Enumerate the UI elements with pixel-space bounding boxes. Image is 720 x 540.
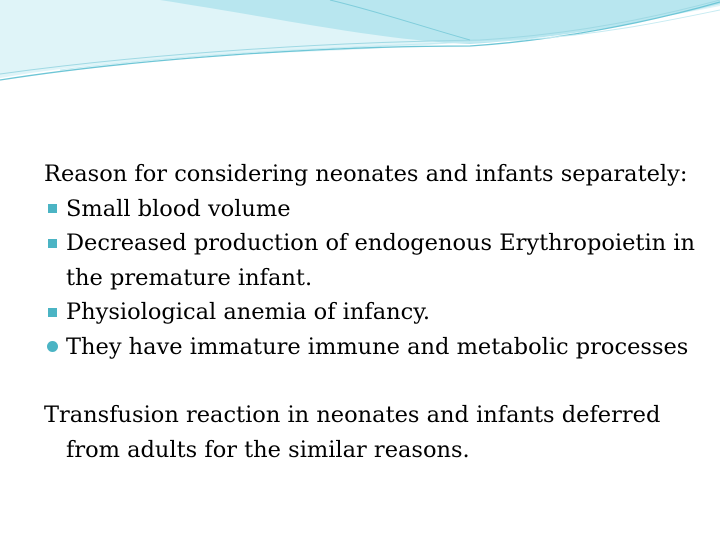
bullet-text: Decreased production of endogenous Erythropoietin in the premature infant. xyxy=(66,230,695,291)
bullet-list xyxy=(44,192,704,365)
bullet-item xyxy=(44,226,704,295)
slide-body xyxy=(44,157,704,467)
intro-text: Reason for considering neonates and infants separately: xyxy=(44,161,688,187)
bullet-item xyxy=(44,295,704,330)
square-bullet-icon xyxy=(45,295,59,330)
closing-text: Transfusion reaction in neonates and infants deferred from adults for the similar reasons. xyxy=(44,402,661,463)
bullet-item xyxy=(44,330,704,365)
bullet-text: They have immature immune and metabolic processes xyxy=(66,333,689,360)
header-wave-decoration xyxy=(0,0,720,90)
square-bullet-icon xyxy=(45,192,59,227)
bullet-item xyxy=(44,192,704,227)
square-bullet-icon xyxy=(45,226,59,261)
bullet-text: Small blood volume xyxy=(66,195,291,222)
bullet-text: Physiological anemia of infancy. xyxy=(66,299,431,325)
round-bullet-icon xyxy=(45,330,59,365)
paragraph-spacer xyxy=(44,364,704,398)
